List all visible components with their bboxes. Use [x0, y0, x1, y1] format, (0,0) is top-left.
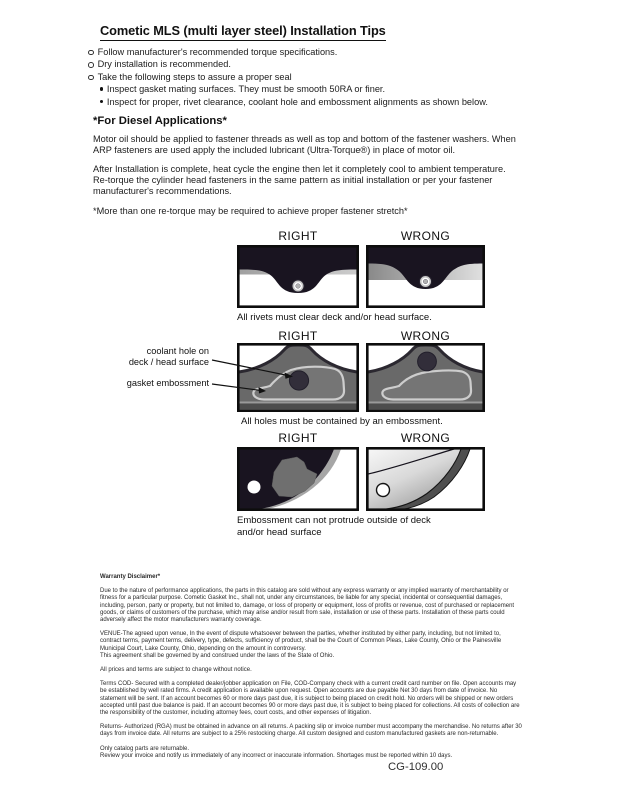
callout-text: deck / head surface [128, 356, 209, 367]
page-code: CG-109.00 [388, 761, 444, 773]
right-label: RIGHT [278, 329, 318, 343]
section-heading: *For Diesel Applications* [93, 115, 227, 127]
filled-bullet-icon [100, 100, 103, 103]
wrong-label: WRONG [400, 329, 451, 343]
caption-text: and/or head surface [237, 526, 322, 538]
protrusion-wrong-diagram [366, 447, 485, 511]
rivet-right-diagram [237, 245, 359, 308]
legal-paragraph: All prices and terms are subject to change without notice. [100, 667, 252, 674]
legal-paragraph: Terms COD- Secured with a completed dealer/jobber application on File, COD-Company check with a current credit card number on file. Open accounts may be established by well rated firms. A credit application is available upon request. Open accounts are due payable Net 30 days from date of invoice. No statement will be sent. If an account becomes 60 or more days past due, it is subject to being placed on credit hold. No orders will be shipped or new orders accepted until past due balance is paid. If an account becomes 90 or more days past due, it is subject to being placed for collections. All costs of collection are the responsibility of the customer, including attorney fees, court costs, and other expenses of litigation. [100, 681, 520, 717]
list-item [100, 96, 520, 108]
embossment-right-diagram [237, 343, 359, 412]
right-label: RIGHT [278, 229, 318, 243]
rivet-wrong-diagram [366, 245, 485, 308]
callout-text: coolant hole on [146, 346, 209, 356]
open-bullet-icon [88, 75, 94, 81]
protrusion-right-diagram [237, 447, 359, 511]
figure-caption [237, 515, 431, 538]
legal-paragraph: Due to the nature of performance applications, the parts in this catalog are sold without any express warranty or any implied warranty of merchantability or fitness for a particular purpose. Cometic Gasket Inc., shall not, under any circumstances, be liable for any special, incidental or consequential damages, including, person, party or property, but not limited to, damage, or loss of property or equipment, loss of profits or revenue, cost of purchased or replacement goods, or claims of customers of the purchase, which may arise and/or result from sale, installation or use of these parts. Installation of these parts could adversely affect the motor manufacturers warranty coverage. [100, 588, 515, 624]
gasket-embossment-callout [89, 378, 209, 389]
warranty-disclaimer-section [100, 574, 522, 767]
open-bullet-icon [88, 62, 94, 68]
tip-text: Inspect for proper, rivet clearance, coolant hole and embossment alignments as shown below. [106, 96, 488, 107]
wrong-label: WRONG [400, 431, 451, 445]
legal-paragraph: Review your invoice and notify us immediately of any incorrect or inaccurate information. Shortages must be reported within 10 days. [100, 752, 453, 759]
tip-text: Dry installation is recommended. [97, 59, 231, 70]
tip-text: Take the following steps to assure a proper seal [97, 71, 292, 82]
filled-bullet-icon [100, 87, 103, 90]
figure-caption: All holes must be contained by an embossment. [241, 416, 443, 427]
tip-text: Inspect gasket mating surfaces. They must be smooth 50RA or finer. [106, 84, 386, 95]
paragraph: *More than one re-torque may be required to achieve proper fastener stretch* [93, 205, 408, 216]
page-title: Cometic MLS (multi layer steel) Installation Tips [100, 23, 386, 41]
caption-text: Embossment can not protrude outside of deck [237, 515, 431, 526]
list-item [88, 58, 520, 70]
paragraph: After Installation is complete, heat cycle the engine then let it completely cool to ambient temperature. Re-torque the cylinder head fasteners in the same pattern as initial installation or per your fastener manufacturer's recommendations. [93, 164, 506, 196]
right-label: RIGHT [278, 431, 318, 445]
legal-paragraph: This agreement shall be governed by and construed under the laws of the State of Ohio. [100, 652, 335, 659]
open-bullet-icon [88, 50, 94, 56]
installation-tips-list [88, 46, 520, 108]
list-item [100, 83, 520, 95]
legal-heading: Warranty Disclaimer* [100, 574, 161, 580]
embossment-wrong-diagram [366, 343, 485, 412]
figure-caption: All rivets must clear deck and/or head surface. [237, 312, 432, 323]
legal-paragraph: VENUE-The agreed upon venue, In the event of dispute whatsoever between the parties, whether instituted by either party, including, but not limited to, contract terms, payment terms, delivery, type, defects, sufficiency of product, shall be the Court of Common Pleas, Lake County, Ohio or the Painesville Municipal Court, Lake County, Ohio, depending on the amount in controversy. [100, 631, 502, 652]
callout-text: gasket embossment [126, 378, 209, 388]
diesel-applications-section [93, 116, 521, 226]
legal-paragraph: Returns- Authorized (RGA) must be obtained in advance on all returns. A packing slip or invoice number must accompany the merchandise. No returns after 30 days from invoice date. All returns are subject to a 25% restocking charge. All custom designed and custom manufactured gaskets are non-returnable. [100, 724, 522, 738]
coolant-hole-callout [89, 346, 209, 367]
legal-paragraph: Only catalog parts are returnable. [100, 745, 190, 752]
wrong-label: WRONG [400, 229, 451, 243]
list-item [88, 71, 520, 83]
tip-text: Follow manufacturer's recommended torque specifications. [97, 47, 338, 57]
list-item [88, 46, 520, 58]
paragraph: Motor oil should be applied to fastener threads as well as top and bottom of the fastener washers. When ARP fasteners are used apply the included lubricant (Ultra-Torque®) in place of motor oil. [93, 133, 516, 155]
